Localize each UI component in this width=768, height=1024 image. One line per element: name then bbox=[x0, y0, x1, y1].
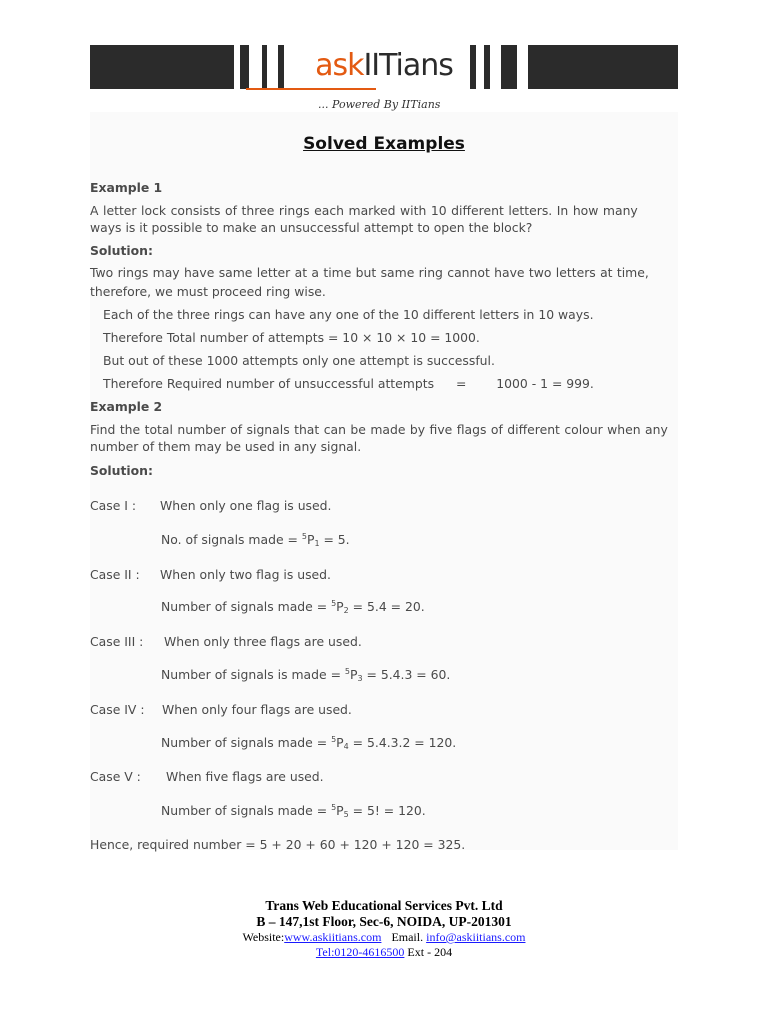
case-result: No. of signals made = $^5P_1 = 5$. bbox=[161, 532, 350, 548]
example2-question-line1: Find the total number of signals that can be made by five flags of different colour when any bbox=[90, 422, 668, 437]
case-description: When only two flag is used. bbox=[160, 567, 331, 582]
footer-company: Trans Web Educational Services Pvt. Ltd bbox=[265, 898, 503, 913]
example1-solution-line1: Two rings may have same letter at a time but same ring cannot have two letters at time, bbox=[90, 265, 649, 280]
example1-solution-line6 bbox=[103, 376, 594, 391]
unsuccessful-attempts-value: 1000 - 1 = 999. bbox=[496, 376, 594, 391]
footer-address: B – 147,1st Floor, Sec-6, NOIDA, UP-201301 bbox=[256, 914, 512, 929]
banner-tick bbox=[501, 45, 517, 89]
email-link[interactable]: info@askiitians.com bbox=[426, 930, 526, 944]
case-row bbox=[90, 702, 352, 717]
footer-contact bbox=[0, 930, 768, 945]
email-label: Email. bbox=[391, 930, 424, 944]
example1-question-text: A letter lock consists of three rings each marked with 10 different letters. In how many bbox=[90, 203, 638, 218]
page-title: Solved Examples bbox=[303, 134, 465, 154]
case-result: Number of signals made = $^5P_4 = 5.4.3.2 = 120$. bbox=[161, 735, 457, 751]
example1-solution-line5: But out of these 1000 attempts only one attempt is successful. bbox=[103, 353, 495, 368]
website-label: Website: bbox=[242, 930, 285, 944]
banner-tick bbox=[240, 45, 249, 89]
example1-solution-line2: therefore, we must proceed ring wise. bbox=[90, 284, 326, 299]
case-result: Number of signals made = $^5P_5 = 5$! = 120. bbox=[161, 803, 426, 819]
case-result: Number of signals is made = $^5P_3 = 5.4.3 = 60$. bbox=[161, 667, 451, 683]
case-row bbox=[90, 769, 324, 784]
equals-sign: = bbox=[455, 376, 467, 391]
example1-heading: Example 1 bbox=[90, 180, 163, 195]
footer-phone bbox=[0, 945, 768, 960]
tagline: ... Powered By IITians bbox=[318, 98, 441, 111]
logo-underline bbox=[246, 88, 376, 90]
case-description: When only one flag is used. bbox=[160, 498, 332, 513]
example2-heading: Example 2 bbox=[90, 399, 163, 414]
website-link[interactable]: www.askiitians.com bbox=[284, 930, 382, 944]
phone-link[interactable]: Tel:0120-4616500 bbox=[315, 945, 405, 959]
banner-bar-right bbox=[528, 45, 678, 89]
conclusion: Hence, required number = 5 + 20 + 60 + 120 + 120 = 325. bbox=[90, 837, 466, 852]
case-label: Case IV : bbox=[90, 702, 145, 717]
example1-question-line1 bbox=[90, 203, 678, 218]
example2-solution-label: Solution: bbox=[90, 463, 153, 478]
banner-bar-left bbox=[90, 45, 234, 89]
banner-tick bbox=[484, 45, 490, 89]
example1-solution-line3: Each of the three rings can have any one of the 10 different letters in 10 ways. bbox=[103, 307, 594, 322]
example2-question-line2: number of them may be used in any signal. bbox=[90, 439, 362, 454]
case-label: Case V : bbox=[90, 769, 141, 784]
case-row bbox=[90, 567, 331, 582]
case-row bbox=[90, 634, 362, 649]
case-label: Case I : bbox=[90, 498, 137, 513]
case-label: Case II : bbox=[90, 567, 140, 582]
case-label: Case III : bbox=[90, 634, 144, 649]
case-description: When only three flags are used. bbox=[164, 634, 362, 649]
banner-tick bbox=[470, 45, 476, 89]
phone-ext: Ext - 204 bbox=[404, 945, 453, 959]
case-row bbox=[90, 498, 331, 513]
askiitians-logo: askIITians bbox=[315, 48, 453, 83]
banner-tick bbox=[262, 45, 267, 89]
example1-question-line2: ways is it possible to make an unsuccessful attempt to open the block? bbox=[90, 220, 533, 235]
unsuccessful-attempts-label: Therefore Required number of unsuccessful attempts bbox=[103, 376, 435, 391]
case-description: When only four flags are used. bbox=[162, 702, 352, 717]
example1-solution-label: Solution: bbox=[90, 243, 153, 258]
case-result: Number of signals made = $^5P_2 = 5.4 = 20$. bbox=[161, 599, 425, 615]
example1-solution-line4: Therefore Total number of attempts = 10 × 10 × 10 = 1000. bbox=[103, 330, 480, 345]
header-banner bbox=[90, 45, 678, 89]
banner-tick bbox=[278, 45, 284, 89]
case-description: When five flags are used. bbox=[166, 769, 324, 784]
